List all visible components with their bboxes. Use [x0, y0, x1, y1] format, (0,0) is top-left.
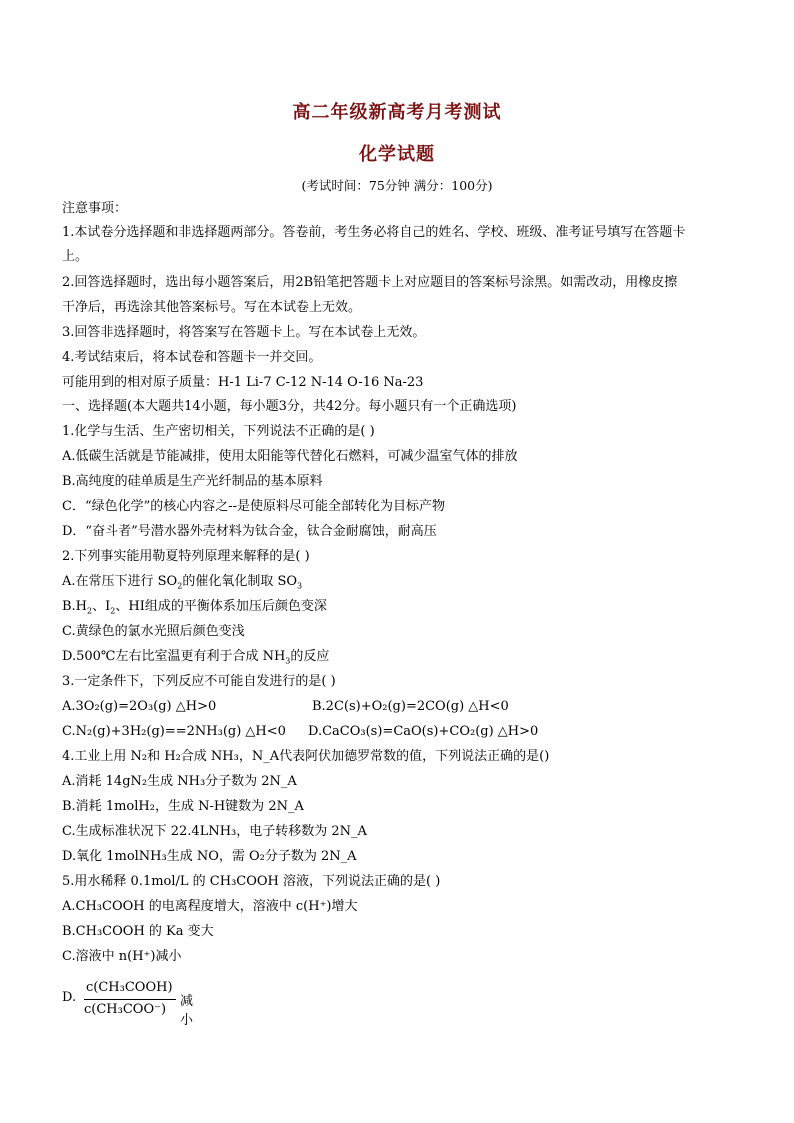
- note-3: 3.回答非选择题时，将答案写在答题卡上。写在本试卷上无效。: [62, 325, 426, 340]
- exam-info: (考试时间：75分钟 满分：100分): [301, 178, 493, 193]
- q2-option-b: $B.H_2$、$I_2$、HI组成的平衡体系加压后颜色变深: [62, 599, 327, 616]
- q4-option-a: A.消耗 14gN₂生成 NH₃分子数为 2N_A: [62, 774, 297, 789]
- q1-option-a: A.低碳生活就是节能减排，使用太阳能等代替化石燃料，可减少温室气体的排放: [62, 449, 518, 464]
- q3-option-b: B.2C(s)+O₂(g)=2CO(g) △H<0: [312, 699, 509, 714]
- section-heading: 一、选择题(本大题共14小题，每小题3分，共42分。每小题只有一个正确选项): [62, 399, 517, 414]
- q5-option-a: A.CH₃COOH 的电离程度增大，溶液中 c(H⁺)增大: [62, 899, 358, 914]
- q1-option-c: C．“绿色化学”的核心内容之--是使原料尽可能全部转化为目标产物: [62, 499, 446, 514]
- note-4: 4.考试结束后，将本试卷和答题卡一并交回。: [62, 350, 322, 365]
- notes-heading: 注意事项：: [62, 201, 128, 216]
- q4-option-c: C.生成标准状况下 22.4LNH₃，电子转移数为 2N_A: [62, 824, 367, 839]
- fraction-numerator: c(CH₃COOH): [86, 980, 173, 995]
- q2-stem: 2.下列事实能用勒夏特列原理来解释的是( ): [62, 549, 310, 564]
- q2-option-d: D.500℃左右比室温更有利于合成 $NH_3$的反应: [62, 649, 330, 666]
- note-2-cont: 干净后，再选涂其他答案标号。写在本试卷上无效。: [62, 300, 362, 315]
- note-1: 1.本试卷分选择题和非选择题两部分。答卷前，考生务必将自己的姓名、学校、班级、准考证号填写在答题卡: [62, 225, 686, 240]
- q4-stem: 4.工业上用 N₂和 H₂合成 NH₃，N_A代表阿伏加德罗常数的值，下列说法正确的是(): [62, 749, 550, 764]
- note-2: 2.回答选择题时，选出每小题答案后，用2B铅笔把答题卡上对应题目的答案标号涂黑。如需改动，用橡皮擦: [62, 275, 678, 290]
- q1-option-b: B.高纯度的硅单质是生产光纤制品的基本原料: [62, 474, 323, 489]
- q5-option-d-label: D.: [62, 990, 77, 1005]
- q3-option-a: A.3O₂(g)=2O₃(g) △H>0: [62, 699, 217, 714]
- fraction-bar: [84, 999, 176, 1000]
- q3-option-c: C.N₂(g)+3H₂(g)==2NH₃(g) △H<0: [62, 724, 286, 739]
- q1-stem: 1.化学与生活、生产密切相关，下列说法不正确的是( ): [62, 424, 375, 439]
- note-1-cont: 上。: [62, 249, 89, 264]
- exam-title: 高二年级新高考月考测试: [292, 102, 502, 123]
- q4-option-d: D.氧化 1molNH₃生成 NO，需 O₂分子数为 2N_A: [62, 849, 357, 864]
- q5-option-c: C.溶液中 n(H⁺)减小: [62, 949, 182, 964]
- q4-option-b: B.消耗 1molH₂，生成 N-H键数为 2N_A: [62, 799, 304, 814]
- q5-option-d-text: 减小: [180, 994, 194, 1028]
- q3-option-d: D.CaCO₃(s)=CaO(s)+CO₂(g) △H>0: [308, 724, 539, 739]
- fraction-denominator: c(CH₃COO⁻): [84, 1002, 167, 1017]
- q5-stem: 5.用水稀释 0.1mol/L 的 CH₃COOH 溶液，下列说法正确的是( ): [62, 874, 441, 889]
- q2-option-a: A.在常压下进行 $SO_2$的催化氧化制取 $SO_3$: [62, 574, 303, 591]
- q2-option-c: C.黄绿色的氯水光照后颜色变浅: [62, 624, 245, 639]
- q1-option-d: D．“奋斗者”号潜水器外壳材料为钛合金，钛合金耐腐蚀，耐高压: [62, 524, 437, 539]
- q5-option-b: B.CH₃COOH 的 Ka 变大: [62, 924, 214, 939]
- q3-stem: 3.一定条件下，下列反应不可能自发进行的是( ): [62, 674, 336, 689]
- atomic-mass: 可能用到的相对原子质量：H-1 Li-7 C-12 N-14 O-16 Na-23: [62, 375, 424, 390]
- subject-title: 化学试题: [359, 144, 435, 165]
